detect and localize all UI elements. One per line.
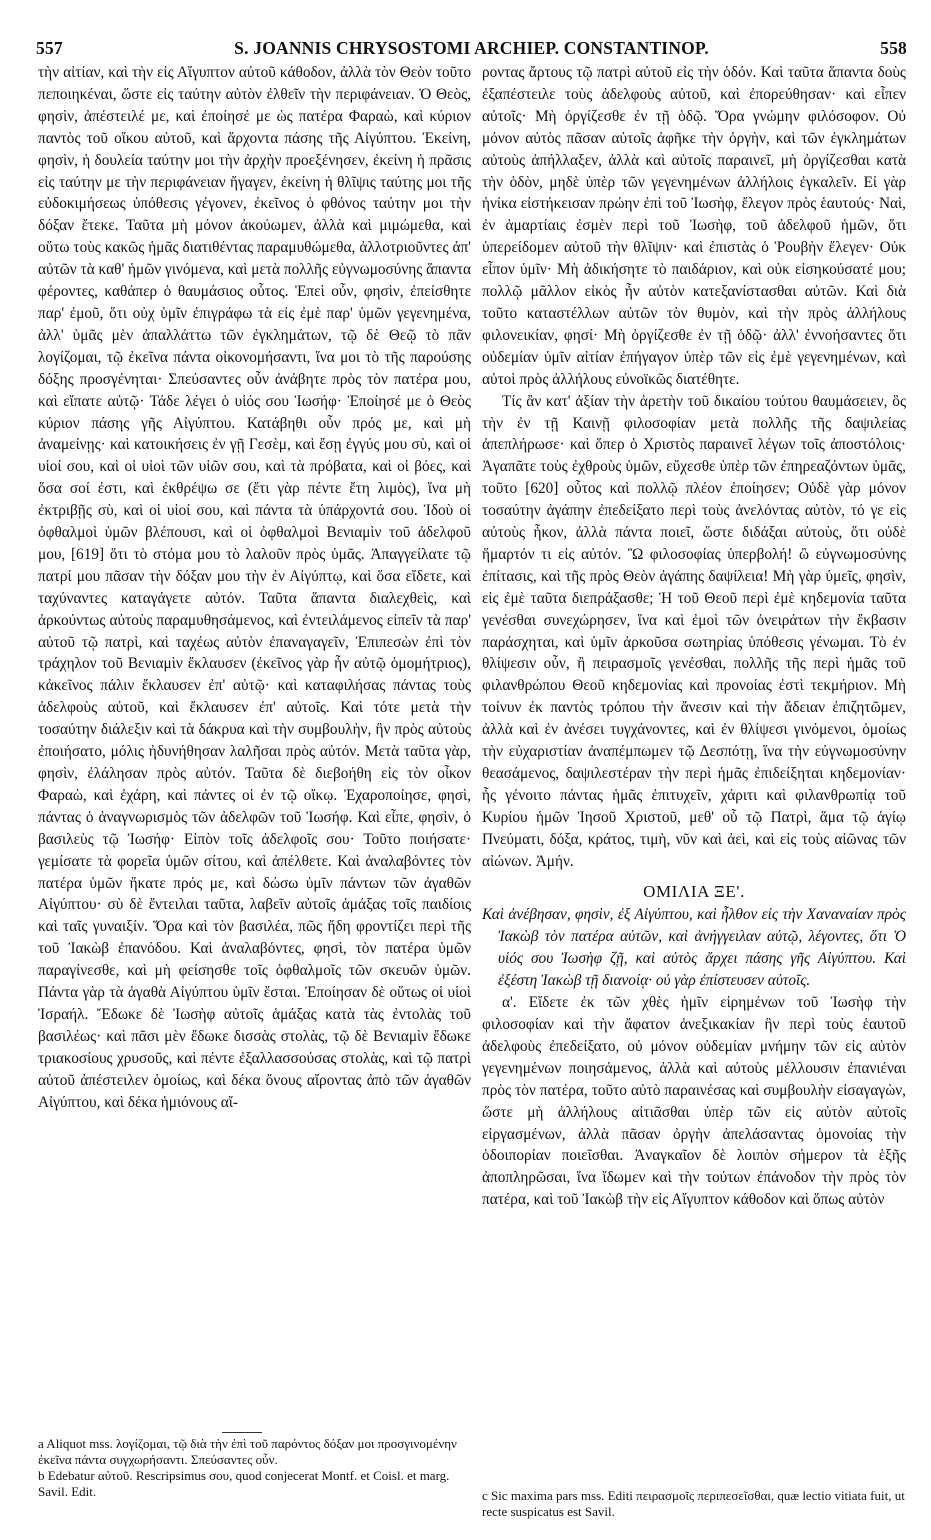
left-column-text: τὴν αἰτίαν, καὶ τὴν εἰς Αἴγυπτον αὐτοῦ κάθοδον, ἀλλὰ τὸν Θεὸν τοῦτο πεποιηκέναι, ὥστε εἰς ταύτην αὐτὸν ἐλθεῖν τὴν περιφάνειαν. Ὁ Θεὸς, φησὶν, ἀπέστειλέ με, καὶ ἐποίησέ με ὡς πατέρα Φαραὼ, καὶ κύριον παντὸς τοῦ οἴκου αὐτοῦ, καὶ ἄρχοντα πάσης τῆς Αἰγύπτου. Ἐκείνη, φησὶν, ἡ δουλεία ταύτην μοι τὴν ἀρχὴν προεξένησεν, ἐκείνη ἡ πρᾶσις εἰς ταύτην με τὴν περιφάνειαν ἤγαγεν, ἐκείνη ἡ θλῖψις ταύτης μοι τῆς εὐδοκιμήσεως ὑπόθεσις γέγονεν, ἐκεῖνος ὁ φθόνος ταύτην μοι τὴν δόξαν ἔτεκε. Ταῦτα μὴ μόνον ἀκούωμεν, ἀλλὰ καὶ μιμώμεθα, καὶ οὕτω τοὺς κακῶς ἡμᾶς διατιθέντας παραμυθώμεθα, ἀλλοτριοῦντες ἀπ' αὐτῶν τὰ καθ' ἡμῶν γινόμενα, καὶ μετὰ πολλῆς εὐγνωμοσύνης ἅπαντα φέροντες, καθάπερ ὁ θαυμάσιος οὗτος. Ἐπεὶ οὖν, φησὶν, ἐπείσθητε παρ' ἐμοῦ, ὅτι οὐχ ὑμῖν ἐπιγράφω τὰ εἰς ἐμὲ παρ' ὑμῶν γεγενημένα, ἀλλ' ὑμᾶς μὲν ἀπαλλάττω τῶν ἐγκλημάτων, τῷ δὲ Θεῷ τὸ πᾶν λογίζομαι, τῷ ἐκεῖνα πάντα οἰκονομήσαντι, ἵνα μοι τὸ τῆς παρούσης δόξης προσγένηται· Σπεύσαντες οὖν ἀνάβητε πρὸς τὸν πατέρα μου, καὶ εἴπατε αὐτῷ· Τάδε λέγει ὁ υἱός σου Ἰωσήφ· Ἐποίησέ με ὁ Θεὸς κύριον πάσης γῆς Αἰγύπτου. Κατάβηθι οὖν πρός με, καὶ μὴ ἀναμείνῃς· καὶ κατοικήσεις ἐν γῇ Γεσὲμ, καὶ ἔσῃ ἐγγύς μου σὺ, καὶ οἱ υἱοί σου, καὶ οἱ υἱοὶ τῶν υἱῶν σου, καὶ τὰ πρόβατα, καὶ οἱ βόες, καὶ ὅσα σοί ἐστι, καὶ ἐκθρέψω σε (ἔτι γὰρ πέντε ἔτη λιμὸς), ἵνα μὴ ἐκτριβῇς σὺ, καὶ οἱ υἱοί σου, καὶ πάντα τὰ ὑπάρχοντά σου. Ἰδοὺ οἱ ὀφθαλμοὶ ὑμῶν βλέπουσι, καὶ οἱ ὀφθαλμοὶ Βενιαμὶν τοῦ ἀδελφοῦ μου, [619] ὅτι τὸ στόμα μου τὸ λαλοῦν πρὸς ὑμᾶς. Ἀπαγγείλατε τῷ πατρί μου πᾶσαν τὴν δόξαν μου τὴν ἐν Αἰγύπτῳ, καὶ ὅσα εἴδετε, καὶ ταχύναντες καταγάγετε αὐτόν. Ταῦτα ἅπαντα διαλεχθεὶς, καὶ ἀρκούντως αὐτοὺς παραμυθησάμενος, καὶ ἐντειλάμενος εἰπεῖν τὰ παρ' αὐτοῦ τῷ πατρὶ, καὶ ταχέως αὐτὸν ἐπαναγαγεῖν, Ἐπιπεσὼν ἐπὶ τὸν τράχηλον τοῦ Βενιαμὶν ἔκλαυσεν (ἐκεῖνος γὰρ ἦν αὐτῷ ὁμομήτριος), κἀκεῖνος πάλιν ἔκλαυσεν ἐπ' αὐτῷ· καὶ καταφιλήσας πάντας τοὺς ἀδελφοὺς αὐτοῦ, καὶ ἔκλαυσεν ἐπ' αὐτοῖς. Καὶ τότε μετὰ τὴν τοσαύτην διάλεξιν καὶ τὰ δάκρυα καὶ τὴν συμβουλὴν, ἣν πρὸς αὐτοὺς ἐποιήσατο, μόλις ἠδυνήθησαν λαλῆσαι πρὸς αὐτόν. Μετὰ ταῦτα γὰρ, φησὶν, ἐλάλησαν πρὸς αὐτόν. Ταῦτα δὲ διεβοήθη εἰς τὸν οἶκον Φαραὼ, καὶ ἐχάρη, καὶ πάντες οἱ ἐν τῷ οἴκῳ. Ἐχαροποίησε, φησὶ, πάντας ὁ ἀναγνωρισμὸς τῶν ἀδελφῶν τοῦ Ἰωσήφ. Καὶ εἶπε, φησὶν, ὁ βασιλεὺς τῷ Ἰωσήφ· Εἰπὸν τοῖς ἀδελφοῖς σου· Τοῦτο ποιήσατε· γεμίσατε τὰ φορεῖα ὑμῶν σίτου, καὶ ἀπέλθετε. Καὶ ἀναλαβόντες τὸν πατέρα ὑμῶν ἥκατε πρός με, καὶ δώσω ὑμῖν πάντων τῶν ἀγαθῶν Αἰγύπτου· σὺ δὲ ἔντειλαι ταῦτα, λαβεῖν αὐτοῖς ἁμάξας τοῖς παιδίοις καὶ ταῖς γυναιξίν. Ὅρα καὶ τὸν βασιλέα, πῶς ἤδη φροντίζει περὶ τῆς τοῦ Ἰακὼβ ἐπανόδου. Καὶ ἀναλαβόντες, φησὶ, τὸν πατέρα ὑμῶν παραγίνεσθε, καὶ μὴ φείσησθε τοῖς ὀφθαλμοῖς τῶν σκευῶν ὑμῶν. Πάντα γὰρ τὰ ἀγαθὰ Αἰγύπτου ὑμῖν ἔσται. Ἐποίησαν δὲ οὕτως οἱ υἱοὶ Ἰσραήλ. Ἔδωκε δὲ Ἰωσὴφ αὐτοῖς ἁμάξας κατὰ τὰς ἐντολὰς τοῦ βασιλέως· καὶ πᾶσι μὲν ἔδωκε δισσὰς στολὰς, τῷ δὲ Βενιαμὶν ἔδωκε τριακοσίους χρυσοῦς, καὶ πέντε ἐξαλλασσούσας στολὰς, καὶ τῷ πατρὶ αὐτοῦ ἀπέστειλεν ὁμοίως, καὶ δέκα ὄνους αἴροντας ἀπὸ τῶν ἀγαθῶν Αἰγύπτου, καὶ δέκα ἡμιόνους αἴ-: [38, 64, 471, 1111]
page-number-right: 558: [880, 38, 907, 58]
right-column-text-2: Τίς ἂν κατ' ἀξίαν τὴν ἀρετὴν τοῦ δικαίου τούτου θαυμάσειεν, ὃς τὴν ἐν τῇ Καινῇ φιλοσοφίαν μετὰ πολλῆς τῆς δαψιλείας ἀπεπλήρωσε· καὶ ὅπερ ὁ Χριστὸς παραινεῖ λέγων τοῖς ἀποστόλοις· Ἀγαπᾶτε τοὺς ἐχθροὺς ὑμῶν, εὔχεσθε ὑπὲρ τῶν ἐπηρεαζόντων ὑμᾶς, τοῦτο [620] οὗτος καὶ πολλῷ πλέον ἐποίησεν; Οὐδὲ γὰρ μόνον τοσαύτην ἀγάπην ἐπεδείξατο περὶ τοὺς ἀνελόντας αὐτὸν, τό γε εἰς αὐτοὺς ἧκον, ἀλλὰ πάντα ποιεῖ, ὥστε διδάξαι αὐτοὺς, ὅτι οὐδὲ ἥμαρτόν τι εἰς αὐτόν. Ὢ φιλοσοφίας ὑπερβολή! ὢ εὐγνωμοσύνης ἐπίτασις, καὶ τῆς πρὸς Θεὸν ἀγάπης δαψίλεια! Μὴ γὰρ ὑμεῖς, φησὶν, εἰς ἐμὲ ταῦτα διεπράξασθε; Ἡ τοῦ Θεοῦ περὶ ἐμὲ κηδεμονία ταῦτα γενέσθαι συνεχώρησεν, ἵνα καὶ ἐμοὶ τῶν ὀνειράτων τὴν ἔκβασιν παράσχηται, καὶ ὑμῖν ἀρκοῦσα σωτηρίας ὑπόθεσις γένωμαι. Τὸ ἐν θλίψεσιν οὖν, ἢ πειρασμοῖς γενέσθαι, πολλῆς τῆς περὶ ἡμᾶς τοῦ φιλανθρώπου Θεοῦ κηδεμονίας καὶ προνοίας ἐστὶ τεκμήριον. Μὴ τοίνυν ἐκ παντὸς τρόπου τὴν ἄνεσιν καὶ τὴν ἄδειαν ἐπιζητῶμεν, ἀλλὰ καὶ ἐν ἀνέσει τυγχάνοντες, καὶ ἐν θλίψεσι γινόμενοι, ὁμοίως τὴν εὐχαριστίαν ἀναπέμπωμεν τῷ Δεσπότῃ, ἵνα τὴν εὐγνωμοσύνην θεασάμενος, δαψιλεστέραν τὴν περὶ ἡμᾶς ἐπιδείξηται κηδεμονίαν· ἧς γένοιτο πάντας ἡμᾶς ἐπιτυχεῖν, χάριτι καὶ φιλανθρωπίᾳ τοῦ Κυρίου ἡμῶν Ἰησοῦ Χριστοῦ, μεθ' οὗ τῷ Πατρὶ, ἅμα τῷ ἁγίῳ Πνεύματι, δόξα, κράτος, τιμὴ, νῦν καὶ ἀεὶ, καὶ εἰς τοὺς αἰῶνας τῶν αἰώνων. Ἀμήν.: [482, 392, 906, 870]
footnotes-left: [38, 1436, 471, 1500]
footnote-b: b Edebatur αὐτοῦ. Rescripsimus σου, quod conjecerat Montf. et Coisl. et marg. Savil. Edit.: [38, 1468, 450, 1499]
footnote-rule: [222, 1432, 262, 1433]
footnote-c: c Sic maxima pars mss. Editi πειρασμοῖς περιπεσεῖσθαι, quæ lectio vitiata fuit, ut recte suspicatus est Savil.: [482, 1488, 905, 1519]
running-header: [36, 38, 907, 62]
footnote-a: a Aliquot mss. λογίζομαι, τῷ διὰ τὴν ἐπὶ τοῦ παρόντος δόξαν μοι προσγινομένην ἐκεῖνα πάντα συγχωρήσαντι. Σπεύσαντες οὖν.: [38, 1436, 457, 1467]
homily-text: α'. Εἴδετε ἐκ τῶν χθὲς ἡμῖν εἰρημένων τοῦ Ἰωσὴφ τὴν φιλοσοφίαν καὶ τὴν ἄφατον ἀνεξικακίαν ἣν περὶ τοὺς ἑαυτοῦ ἀδελφοὺς ἐπεδείξατο, οὐ μόνον οὐδεμίαν μνήμην τῶν εἰς αὐτὸν γεγενημένων ποιησάμενος, ἀλλὰ καὶ αὐτοὺς μέλλουσιν ἐπανιέναι πρὸς τὸν πατέρα, τοῦτο αὐτὸ παραινέσας καὶ συμβουλὴν εἰσαγαγὼν, ὥστε μὴ ἀλλήλους αἰτιᾶσθαι ὑπὲρ τῶν εἰς αὐτὸν αὐτοῖς εἰργασμένων, ἀλλὰ πᾶσαν ὀργὴν ἀπελάσαντας ὁμονοίας τὴν ὁδοιπορίαν ποιεῖσθαι. Ἀναγκαῖον δὲ λοιπὸν σήμερον τὰ ἑξῆς ἀποπληρῶσαι, ἵνα ἴδωμεν καὶ τὴν τούτων ἐπάνοδον τὴν πρὸς τὸν πατέρα, καὶ τοῦ Ἰακὼβ τὴν εἰς Αἴγυπτον κάθοδον καὶ ὅπως αὐτὸν: [482, 994, 906, 1209]
right-column: [482, 62, 906, 1502]
running-title: S. JOANNIS CHRYSOSTOMI ARCHIEP. CONSTANTINOP.: [234, 38, 709, 58]
homily-summary: Καὶ ἀνέβησαν, φησὶν, ἐξ Αἰγύπτου, καὶ ἦλθον εἰς τὴν Χαναναίαν πρὸς Ἰακὼβ τὸν πατέρα αὐτῶν, καὶ ἀνήγγειλαν αὐτῷ, λέγοντες, ὅτι Ὁ υἱός σου Ἰωσὴφ ζῇ, καὶ αὐτὸς ἄρχει πάσης γῆς Αἰγύπτου. Καὶ ἐξέστη Ἰακὼβ τῇ διανοίᾳ· οὐ γὰρ ἐπίστευσεν αὐτοῖς.: [482, 906, 906, 990]
page-number-left: 557: [36, 38, 63, 58]
footnotes-right: [482, 1488, 906, 1520]
homily-title: ΟΜΙΛΙΑ ΞΕ'.: [643, 881, 745, 901]
right-column-text-1: ροντας ἄρτους τῷ πατρὶ αὐτοῦ εἰς τὴν ὁδόν. Καὶ ταῦτα ἅπαντα δοὺς ἐξαπέστειλε τοὺς ἀδελφοὺς αὐτοῦ, καὶ ἐπορεύθησαν· καὶ εἶπεν αὐτοῖς· Μὴ ὀργίζεσθε ἐν τῇ ὁδῷ. Ὅρα γνώμην φιλόσοφον. Οὐ μόνον αὐτὸς πᾶσαν αὐτοῖς ἀφῆκε τὴν ὀργὴν, καὶ τῶν ἐγκλημάτων αὐτοὺς ἀπήλλαξεν, ἀλλὰ καὶ αὐτοῖς παραινεῖ, μὴ ὀργίζεσθαι κατὰ τὴν ὁδὸν, μηδὲ ὑπὲρ τῶν γεγενημένων ἀλλήλοις ἐγκαλεῖν. Εἰ γὰρ ἡνίκα εἰστήκεισαν πρώην ἐπὶ τοῦ Ἰωσὴφ, ἔλεγον πρὸς ἑαυτούς· Ναὶ, ἐν ἁμαρτίαις ἐσμὲν περὶ τοῦ Ἰωσὴφ, τοῦ ἀδελφοῦ ἡμῶν, ὅτι ὑπερείδομεν αὐτοῦ τὴν θλῖψιν· καὶ ἐπιστὰς ὁ Ῥουβὴν ἔλεγεν· Οὐκ εἶπον ὑμῖν· Μὴ ἀδικήσητε τὸ παιδάριον, καὶ οὐκ εἰσηκούσατέ μου; πολλῷ μᾶλλον εἰκὸς ἦν αὐτὸν κατεξανίστασθαι αὐτῶν. Καὶ διὰ τοῦτο καταστέλλων αὐτῶν τὸν θυμὸν, καὶ τὴν πρὸς ἀλλήλους φιλονεικίαν, φησί· Μὴ ὀργίζεσθε ἐν τῇ ὁδῷ· ἀλλ' ἐννοήσαντες ὅτι οὐδεμίαν ὑμῖν αἰτίαν ἐπήγαγον ὑπὲρ τῶν εἰς ἐμὲ γεγενημένων, καὶ αὐτοὶ πρὸς ἀλλήλους εὐνοϊκῶς διατέθητε.: [482, 64, 906, 388]
left-column: [38, 62, 471, 1442]
